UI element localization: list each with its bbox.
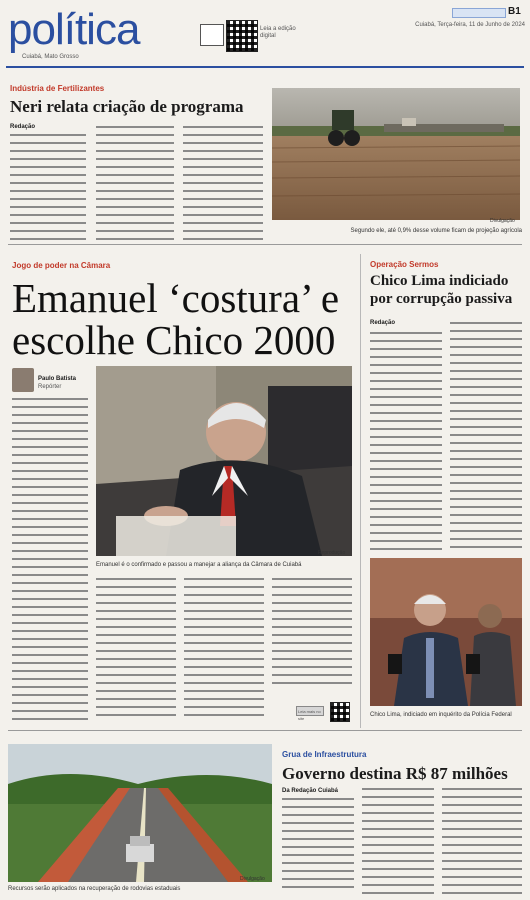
story3-byline: Redação (370, 320, 396, 326)
story3-column-2 (450, 322, 522, 550)
qr-code-small-icon[interactable] (330, 702, 350, 722)
edition-badge (452, 8, 506, 18)
author-avatar (12, 368, 34, 392)
qr-note: Leia a edição digital (260, 26, 296, 39)
story1-headline[interactable]: Neri relata criação de programa (10, 97, 244, 116)
story3-headline-line1[interactable]: Chico Lima indiciado (370, 273, 509, 289)
page-number: B1 (508, 6, 521, 17)
story4-column-3 (442, 788, 522, 894)
story2-headline-line1[interactable]: Emanuel ‘costura’ e (12, 275, 340, 321)
story3-caption: Chico Lima, indiciado em inquérito da Polícia Federal (370, 712, 512, 718)
ad-label-box[interactable] (296, 706, 324, 721)
story1-photo-credit: Divulgação (490, 218, 515, 224)
masthead-tagline: Cuiabá, Mato Grosso (22, 54, 79, 60)
story1-photo[interactable] (272, 88, 520, 220)
masthead-icons (200, 24, 224, 46)
story1-byline: Redação (10, 124, 36, 130)
story3-column-1 (370, 332, 442, 550)
author-role: Repórter (38, 384, 62, 390)
date-line: Cuiabá, Terça-feira, 11 de Junho de 2024 (415, 22, 525, 28)
column-divider (360, 254, 361, 728)
section-divider-2 (8, 730, 522, 731)
story3-headline-line2[interactable]: por corrupção passiva (370, 291, 513, 307)
story2-headline-line2[interactable]: escolhe Chico 2000 (12, 317, 336, 363)
story4-column-2 (362, 788, 434, 894)
masthead-rule (6, 66, 524, 68)
section-divider (8, 244, 522, 245)
story1-column-2 (96, 126, 174, 240)
qr-code-icon[interactable] (226, 20, 258, 52)
story4-byline: Da Redação Cuiabá (282, 788, 339, 794)
story2-column-1 (12, 398, 88, 720)
story2-kicker: Jogo de poder na Câmara (12, 261, 111, 270)
story4-photo[interactable] (8, 744, 272, 882)
story3-kicker: Operação Sermos (370, 260, 439, 269)
story4-kicker: Grua de Infraestrutura (282, 750, 367, 759)
section-title: política (8, 5, 140, 54)
story2-photo[interactable] (96, 366, 352, 556)
story2-photo-credit: Reprodução (318, 550, 346, 556)
story4-column-1 (282, 798, 354, 894)
story3-photo[interactable] (370, 558, 522, 706)
story2-column-2 (96, 578, 176, 720)
story1-kicker: Indústria de Fertilizantes (10, 84, 105, 93)
story2-column-3 (184, 578, 264, 720)
story4-photo-credit: Divulgação (240, 876, 265, 882)
ad-label: Leia mais no site (298, 709, 321, 721)
story1-column-1 (10, 134, 86, 240)
story1-column-3 (183, 126, 263, 240)
author-name: Paulo Batista (38, 376, 77, 382)
story4-caption: Recursos serão aplicados na recuperação de rodovias estaduais (8, 886, 181, 892)
story1-caption: Segundo ele, até 0,9% desse volume ficam de projeção agrícola (350, 228, 522, 234)
story4-headline[interactable]: Governo destina R$ 87 milhões (282, 764, 508, 783)
story2-column-4 (272, 578, 352, 690)
story2-caption: Emanuel é o confirmado e passou a manejar a aliança da Câmara de Cuiabá (96, 562, 302, 568)
